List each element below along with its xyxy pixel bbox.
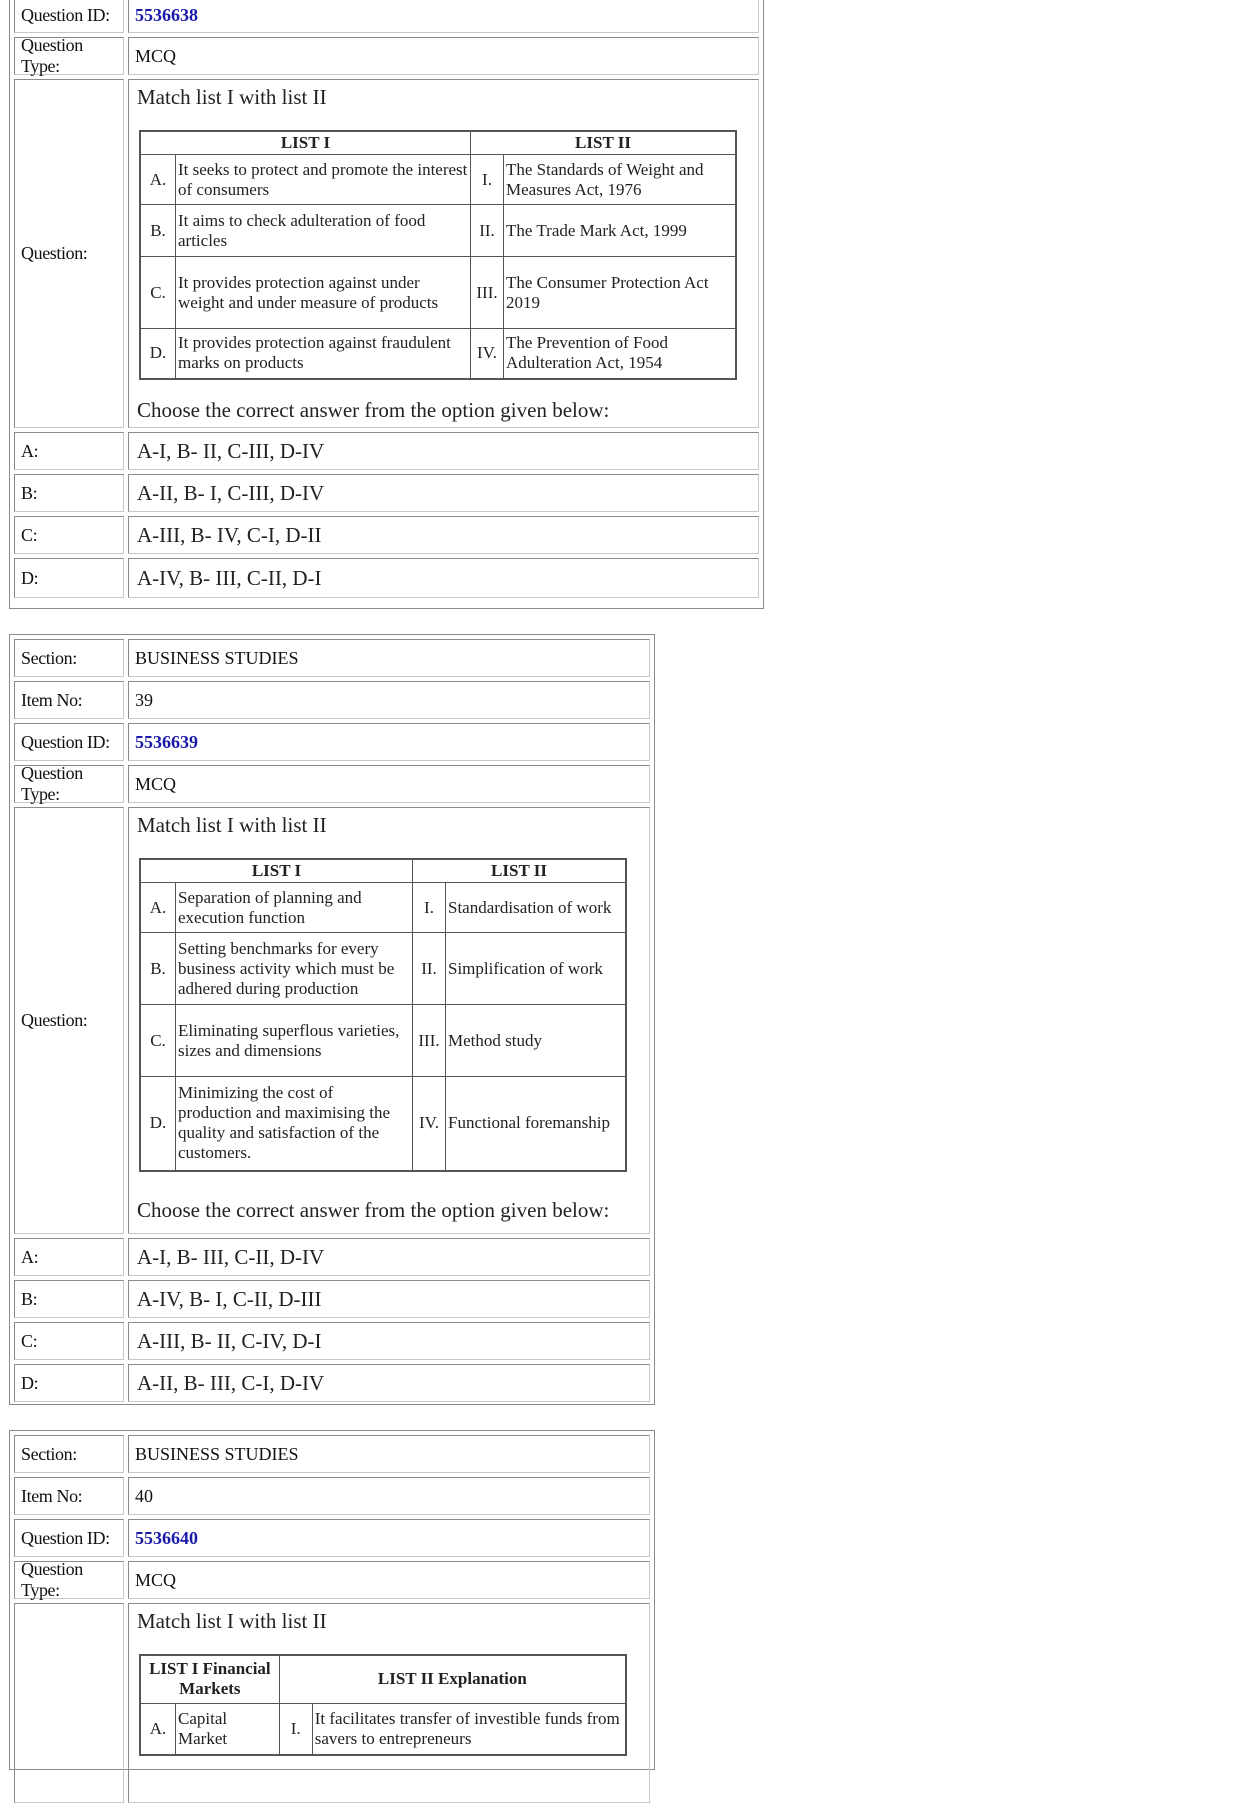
option-c-label: C: xyxy=(14,1322,124,1360)
list2-key: IV. xyxy=(471,329,504,379)
item-no-label: Item No: xyxy=(14,1477,124,1515)
list1-text: Setting benchmarks for every business activity which must be adhered during production xyxy=(176,933,413,1005)
question-type-label: Question Type: xyxy=(14,37,124,75)
match-row xyxy=(140,155,736,205)
list1-text: Minimizing the cost of production and maximising the quality and satisfaction of the customers. xyxy=(176,1077,413,1171)
list2-text: Standardisation of work xyxy=(446,883,627,933)
question-label: Question: xyxy=(14,79,124,428)
question-block-39 xyxy=(9,634,655,1405)
option-b-value: A-IV, B- I, C-II, D-III xyxy=(128,1280,650,1318)
question-intro: Match list I with list II xyxy=(137,1609,327,1633)
item-no-value: 39 xyxy=(128,681,650,719)
match-row xyxy=(140,933,626,1005)
match-row xyxy=(140,205,736,257)
section-label: Section: xyxy=(14,1435,124,1473)
question-content xyxy=(128,807,650,1234)
section-value: BUSINESS STUDIES xyxy=(128,1435,650,1473)
list2-key: I. xyxy=(413,883,446,933)
list1-text: Capital Market xyxy=(176,1703,280,1755)
option-a-label: A: xyxy=(14,1238,124,1276)
match-row xyxy=(140,1005,626,1077)
list2-text: It facilitates transfer of investible funds from savers to entrepreneurs xyxy=(312,1703,626,1755)
list1-key: D. xyxy=(140,1077,176,1171)
list1-text: It aims to check adulteration of food articles xyxy=(176,205,471,257)
question-content xyxy=(128,1603,650,1803)
list1-key: D. xyxy=(140,329,176,379)
list2-text: The Standards of Weight and Measures Act, 1976 xyxy=(504,155,737,205)
option-c-value: A-III, B- IV, C-I, D-II xyxy=(128,516,759,554)
option-b-value: A-II, B- I, C-III, D-IV xyxy=(128,474,759,512)
list2-text: The Prevention of Food Adulteration Act, 1954 xyxy=(504,329,737,379)
question-id-value: 5536639 xyxy=(128,723,650,761)
match-row xyxy=(140,257,736,329)
question-id-value: 5536640 xyxy=(128,1519,650,1557)
question-block-38 xyxy=(9,0,764,609)
option-c-value: A-III, B- II, C-IV, D-I xyxy=(128,1322,650,1360)
list2-key: III. xyxy=(471,257,504,329)
list2-text: The Trade Mark Act, 1999 xyxy=(504,205,737,257)
list2-key: II. xyxy=(413,933,446,1005)
question-footer: Choose the correct answer from the option given below: xyxy=(137,1198,610,1222)
option-a-value: A-I, B- III, C-II, D-IV xyxy=(128,1238,650,1276)
list1-header: LIST I xyxy=(140,131,471,155)
list1-key: A. xyxy=(140,1703,176,1755)
option-b-label: B: xyxy=(14,474,124,512)
question-block-40 xyxy=(9,1430,655,1770)
question-type-label: Question Type: xyxy=(14,765,124,803)
match-table xyxy=(139,1654,627,1756)
list1-key: B. xyxy=(140,933,176,1005)
list1-text: Eliminating superflous varieties, sizes and dimensions xyxy=(176,1005,413,1077)
question-type-value: MCQ xyxy=(128,37,759,75)
list2-key: I. xyxy=(279,1703,312,1755)
list2-header: LIST II xyxy=(471,131,737,155)
option-d-label: D: xyxy=(14,1364,124,1402)
match-table xyxy=(139,858,627,1172)
list1-key: C. xyxy=(140,1005,176,1077)
list1-key: A. xyxy=(140,155,176,205)
list2-text: The Consumer Protection Act 2019 xyxy=(504,257,737,329)
option-c-label: C: xyxy=(14,516,124,554)
question-id-label: Question ID: xyxy=(14,723,124,761)
question-id-label: Question ID: xyxy=(14,0,124,33)
match-row xyxy=(140,883,626,933)
list2-header: LIST II xyxy=(413,859,627,883)
option-a-value: A-I, B- II, C-III, D-IV xyxy=(128,432,759,470)
section-value: BUSINESS STUDIES xyxy=(128,639,650,677)
question-content xyxy=(128,79,759,428)
question-label: Question: xyxy=(14,807,124,1234)
question-intro: Match list I with list II xyxy=(137,813,327,837)
option-d-value: A-II, B- III, C-I, D-IV xyxy=(128,1364,650,1402)
list1-text: Separation of planning and execution function xyxy=(176,883,413,933)
match-table xyxy=(139,130,737,380)
question-intro: Match list I with list II xyxy=(137,85,327,109)
list1-text: It provides protection against under weight and under measure of products xyxy=(176,257,471,329)
list2-text: Simplification of work xyxy=(446,933,627,1005)
match-row xyxy=(140,1077,626,1171)
list2-key: IV. xyxy=(413,1077,446,1171)
section-label: Section: xyxy=(14,639,124,677)
question-id-value: 5536638 xyxy=(128,0,759,33)
list2-text: Functional foremanship xyxy=(446,1077,627,1171)
question-type-value: MCQ xyxy=(128,765,650,803)
list1-key: B. xyxy=(140,205,176,257)
list1-key: C. xyxy=(140,257,176,329)
list2-key: I. xyxy=(471,155,504,205)
list1-header: LIST I Financial Markets xyxy=(140,1655,279,1703)
question-id-label: Question ID: xyxy=(14,1519,124,1557)
list2-key: II. xyxy=(471,205,504,257)
option-d-label: D: xyxy=(14,558,124,598)
list1-key: A. xyxy=(140,883,176,933)
match-row xyxy=(140,329,736,379)
list1-text: It seeks to protect and promote the interest of consumers xyxy=(176,155,471,205)
option-a-label: A: xyxy=(14,432,124,470)
question-type-label: Question Type: xyxy=(14,1561,124,1599)
item-no-label: Item No: xyxy=(14,681,124,719)
match-row xyxy=(140,1703,626,1755)
question-type-value: MCQ xyxy=(128,1561,650,1599)
question-label xyxy=(14,1603,124,1803)
list2-text: Method study xyxy=(446,1005,627,1077)
list2-key: III. xyxy=(413,1005,446,1077)
list1-text: It provides protection against fraudulent marks on products xyxy=(176,329,471,379)
question-footer: Choose the correct answer from the option given below: xyxy=(137,398,610,422)
list1-header: LIST I xyxy=(140,859,413,883)
list2-header: LIST II Explanation xyxy=(279,1655,626,1703)
item-no-value: 40 xyxy=(128,1477,650,1515)
option-b-label: B: xyxy=(14,1280,124,1318)
option-d-value: A-IV, B- III, C-II, D-I xyxy=(128,558,759,598)
